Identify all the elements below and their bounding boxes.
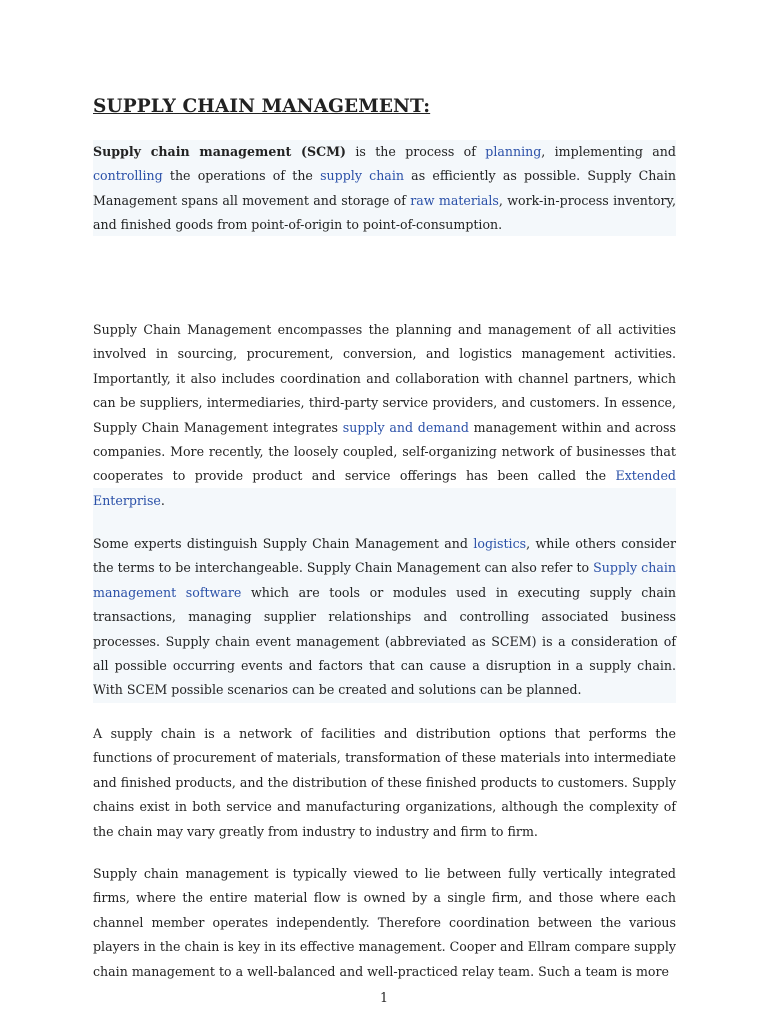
link-controlling[interactable]: controlling bbox=[93, 168, 163, 184]
paragraph-scm-integration: Supply chain management is typically viewed to lie between fully vertically integrated firms, where the entire material flow is owned by a single firm, and those where each channel member operates independently. Therefore coordination between the various players in the chain is key in its effective management. Cooper and Ellram compare supply chain management to a well-balanced and well-practiced relay team. Such a team is more bbox=[93, 866, 676, 979]
paragraph-supply-chain-network: A supply chain is a network of facilities and distribution options that performs the functions of procurement of materials, transformation of these materials into intermediate and finished products, and the distribution of these finished products to customers. Supply chains exist in both service and manufacturing organizations, although the complexity of the chain may vary greatly from industry to industry and firm to firm. bbox=[93, 726, 676, 839]
link-planning[interactable]: planning bbox=[485, 144, 542, 159]
link-supply-chain[interactable]: supply chain bbox=[320, 168, 404, 184]
document-title: SUPPLY CHAIN MANAGEMENT: bbox=[93, 96, 431, 117]
text: , work-in-process inventory, and finished goods from point-of-origin to point-of-consumption. bbox=[93, 192, 676, 233]
term-scm: Supply chain management (SCM) bbox=[93, 144, 347, 159]
text: . bbox=[160, 492, 165, 508]
page-number: 1 bbox=[379, 990, 388, 1005]
paragraph-scm-definition bbox=[93, 140, 676, 236]
paragraph-scm-logistics bbox=[93, 532, 676, 703]
text: management within and across companies. More recently, the loosely coupled, self-organizing network of businesses that cooperates to provide product and service offerings has been called the bbox=[93, 419, 676, 484]
link-scm-software[interactable]: Supply chain management software bbox=[93, 560, 676, 600]
text: Supply Chain Management encompasses the planning and management of all activities involved in sourcing, procurement, conversion, and logistics management activities. Importantly, it also includes coordination and collaboration with channel partners, which can be suppliers, intermediaries, third-party service providers, and customers. In essence, Supply Chain Management integrates bbox=[93, 322, 676, 435]
paragraph-scm-encompasses bbox=[93, 318, 676, 513]
text: Some experts distinguish Supply Chain Management and bbox=[93, 536, 474, 551]
text: , implementing and bbox=[541, 144, 676, 159]
link-logistics[interactable]: logistics bbox=[473, 536, 527, 551]
link-supply-and-demand[interactable]: supply and demand bbox=[342, 419, 469, 435]
text: , while others consider the terms to be interchangeable. Supply Chain Management can also refer to bbox=[93, 536, 677, 576]
link-extended-enterprise[interactable]: Extended Enterprise bbox=[93, 468, 676, 508]
text: which are tools or modules used in executing supply chain transactions, managing supplier relationships and controlling associated business processes. Supply chain event management (abbreviated as SCEM) is a consideration of all possible occurring events and factors that can cause a disruption in a supply chain. With SCEM possible scenarios can be created and solutions can be planned. bbox=[93, 584, 677, 698]
text: as efficiently as possible. Supply Chain Management spans all movement and storage of bbox=[93, 168, 676, 208]
text: is the process of bbox=[346, 144, 486, 159]
text: the operations of the bbox=[162, 168, 321, 184]
link-raw-materials[interactable]: raw materials bbox=[410, 192, 499, 208]
